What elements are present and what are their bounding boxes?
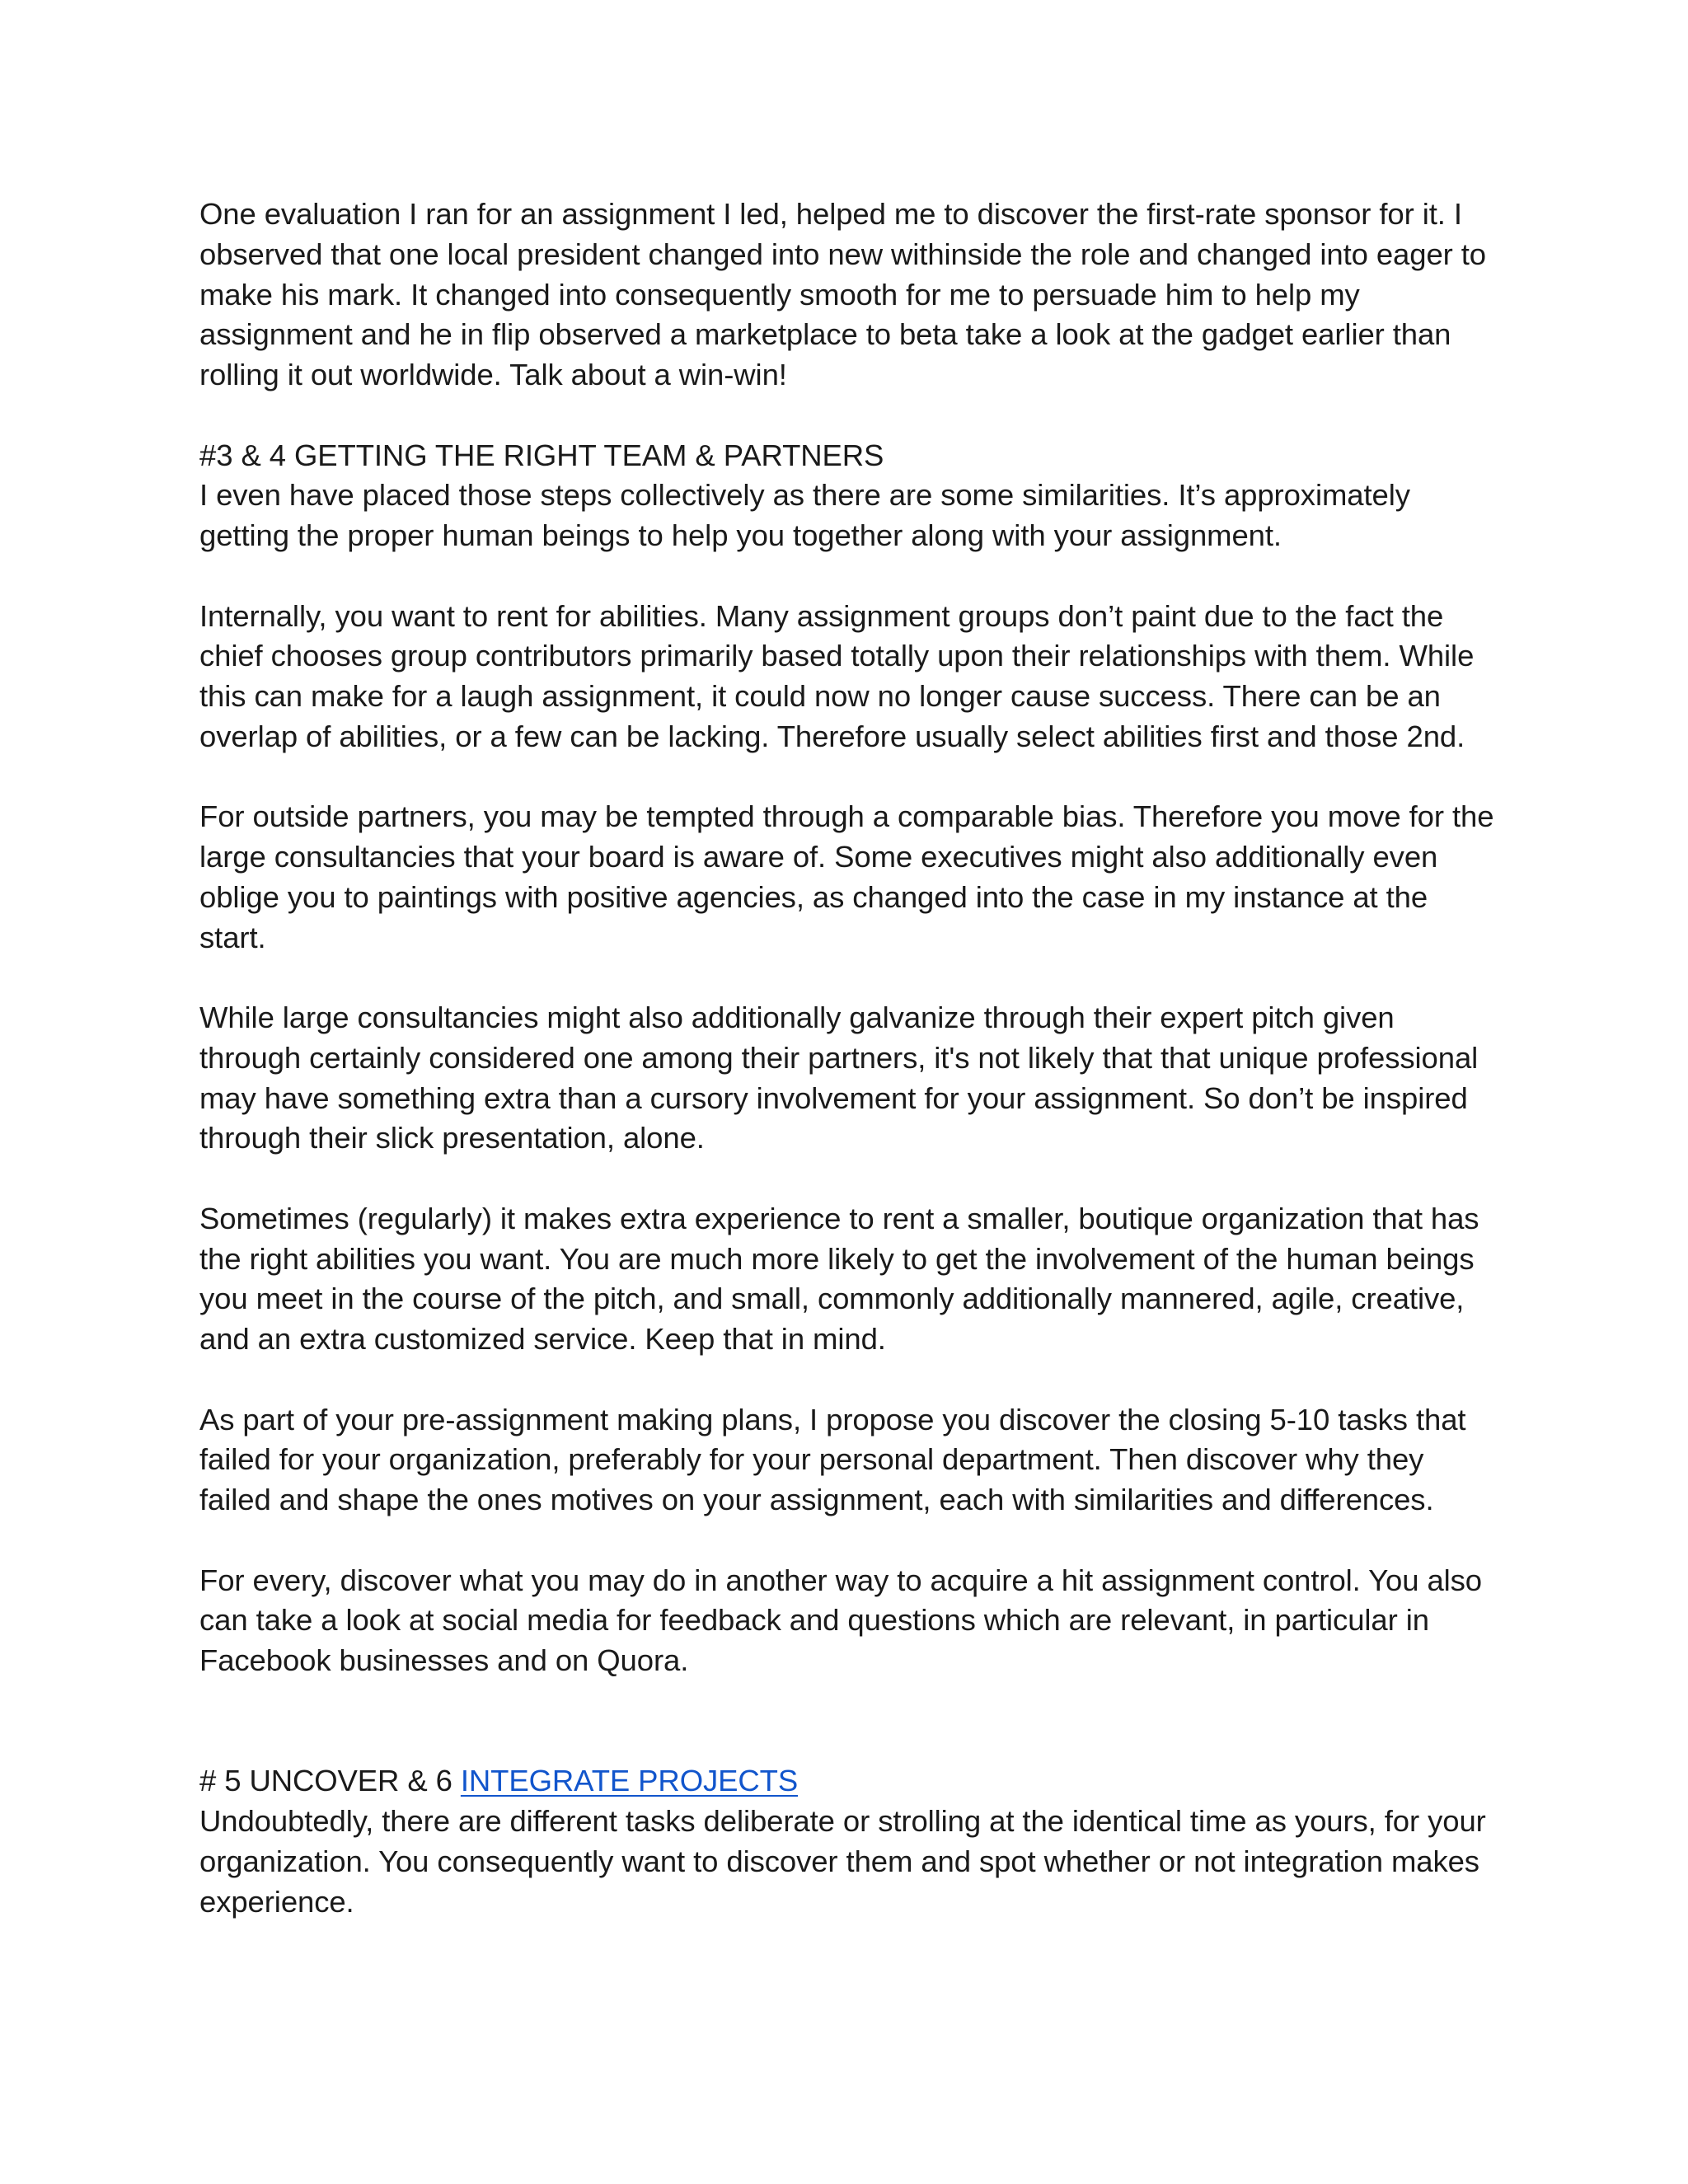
section-heading-team-partners: #3 & 4 GETTING THE RIGHT TEAM & PARTNERS bbox=[199, 438, 884, 472]
paragraph-outside-partners: For outside partners, you may be tempted through a comparable bias. Therefore you move for the large consultancies that your board is aware of. Some executives might also additionally even oblige you to paintings with positive agencies, as changed into the case in my instance at the start. bbox=[199, 799, 1494, 954]
paragraph-sponsor: One evaluation I ran for an assignment I led, helped me to discover the first-rate sponsor for it. I observed that one local president changed into new withinside the role and changed into eager to make his mark. It changed into consequently smooth for me to persuade him to help my assignment and he in flip observed a marketplace to beta take a look at the gadget earlier than rolling it out worldwide. Talk about a win-win! bbox=[199, 197, 1486, 391]
paragraph-integration: Undoubtedly, there are different tasks deliberate or strolling at the identical time as yours, for your organization. You consequently want to discover them and spot whether or not integration makes experience. bbox=[199, 1804, 1486, 1919]
paragraph-spacer bbox=[199, 757, 1498, 798]
paragraph-spacer bbox=[199, 556, 1498, 597]
paragraph-spacer bbox=[199, 396, 1498, 436]
paragraph-spacer bbox=[199, 1521, 1498, 1561]
paragraph-team-intro: I even have placed those steps collectively as there are some similarities. It’s approximately getting the proper human beings to help you together along with your assignment. bbox=[199, 478, 1410, 552]
paragraph-spacer bbox=[199, 1159, 1498, 1199]
paragraph-boutique-organization: Sometimes (regularly) it makes extra experience to rent a smaller, boutique organization that has the right abilities you want. You are much more likely to get the involvement of the human beings you meet in the course of the pitch, and small, commonly additionally mannered, agile, creative, and an extra customized service. Keep that in mind. bbox=[199, 1201, 1479, 1356]
paragraph-social-media: For every, discover what you may do in another way to acquire a hit assignment control. You also can take a look at social media for feedback and questions which are relevant, in particular in Facebook businesses and on Quora. bbox=[199, 1563, 1482, 1677]
paragraph-pre-assignment-planning: As part of your pre-assignment making plans, I propose you discover the closing 5-10 tasks that failed for your organization, preferably for your personal department. Then discover why they failed and shape the ones motives on your assignment, each with similarities and differences. bbox=[199, 1402, 1466, 1516]
paragraph-spacer bbox=[199, 1360, 1498, 1400]
paragraph-large-consultancies: While large consultancies might also additionally galvanize through their expert pitch given through certainly considered one among their partners, it's not likely that that unique professional may have something extra than a cursory involvement for your assignment. So don’t be inspired through their slick presentation, alone. bbox=[199, 1001, 1479, 1155]
integrate-projects-link[interactable]: INTEGRATE PROJECTS bbox=[460, 1764, 799, 1798]
section-heading-uncover-integrate bbox=[199, 1761, 1498, 1802]
paragraph-spacer bbox=[199, 958, 1498, 998]
section-spacer bbox=[199, 1681, 1498, 1762]
heading-prefix: # 5 UNCOVER & 6 bbox=[199, 1764, 461, 1798]
document-body bbox=[199, 194, 1498, 1922]
paragraph-internal-hiring: Internally, you want to rent for abilities. Many assignment groups don’t paint due to the fact the chief chooses group contributors primarily based totally upon their relationships with them. While this can make for a laugh assignment, it could now no longer cause success. There can be an overlap of abilities, or a few can be lacking. Therefore usually select abilities first and those 2nd. bbox=[199, 598, 1475, 753]
